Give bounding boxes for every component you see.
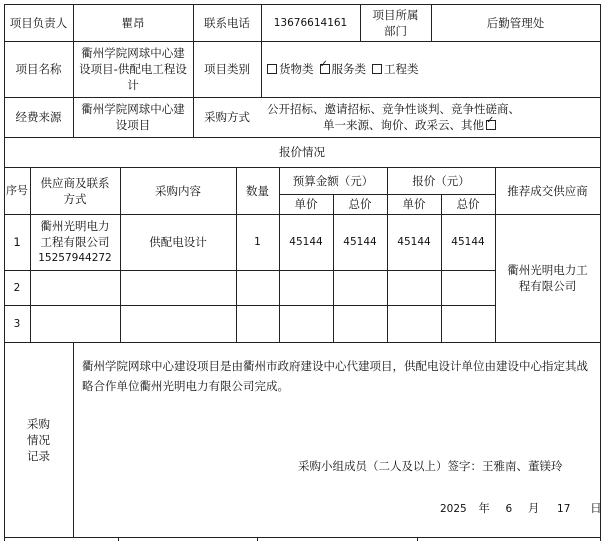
row-index: 2 [13, 281, 21, 294]
contact-phone-value: 13676614161 [273, 16, 348, 29]
project-type-label: 项目类别 [204, 62, 250, 76]
method-label: 采购方式 [204, 110, 250, 124]
methods-line-2-wrap [267, 117, 498, 133]
department-label: 项目所属部门 [372, 7, 419, 38]
record-text: 衢州学院网球中心建设项目是由衢州市政府建设中心代建项目，供配电设计单位由建设中心指定其战略合作单位衢州光明电力有限公司完成。 [82, 359, 588, 393]
row-price-unit: 45144 [397, 236, 431, 248]
date-month: 6 [505, 503, 513, 515]
project-name-value: 衢州学院网球中心建设项目-供配电工程设计 [79, 46, 187, 92]
project-leader-label: 项目负责人 [9, 15, 68, 30]
project-leader-value: 瞿昂 [121, 15, 145, 30]
header-supplier: 供应商及联系方式 [40, 175, 110, 206]
signature-label: 采购小组成员（二人及以上）签字： [298, 459, 482, 473]
signature-line [298, 458, 563, 474]
row-content: 供配电设计 [149, 235, 207, 249]
funding-label: 经费来源 [15, 110, 62, 124]
method-options [261, 97, 600, 137]
row-budget-total: 45144 [343, 236, 377, 248]
checkbox-icon [267, 64, 277, 74]
header-budget-total: 总价 [348, 197, 372, 211]
row-index: 1 [13, 235, 21, 249]
methods-line-1: 公开招标、邀请招标、竞争性谈判、竞争性磋商、 [267, 102, 520, 116]
project-type-services[interactable]: ✓ 服务类 [320, 61, 367, 77]
row-index: 3 [13, 317, 21, 330]
header-content: 采购内容 [155, 183, 201, 198]
header-price: 报价（元） [412, 173, 470, 188]
date-month-unit: 月 [527, 501, 540, 515]
header-budget: 预算金额（元） [292, 173, 374, 188]
supplier-name: 衢州光明电力工程有限公司 [40, 219, 110, 249]
project-type-goods[interactable]: 货物类 [267, 61, 314, 77]
checkbox-checked-icon [320, 64, 330, 74]
department-value: 后勤管理处 [486, 15, 545, 30]
row-budget-unit: 45144 [289, 236, 323, 248]
record-label: 采购情况记录 [27, 416, 50, 463]
header-index: 序号 [6, 183, 28, 197]
project-type-options [261, 41, 600, 97]
record-date [440, 500, 602, 516]
funding-value: 衢州学院网球中心建设项目 [81, 102, 185, 132]
signature-names: 王雅南、董镁玲 [482, 459, 563, 473]
row-price-total: 45144 [451, 236, 485, 248]
header-budget-unit: 单价 [294, 197, 318, 211]
header-price-total: 总价 [456, 197, 480, 211]
supplier-phone: 15257944272 [38, 252, 112, 264]
date-year-unit: 年 [478, 501, 490, 515]
header-quantity: 数量 [246, 183, 269, 198]
project-name-label: 项目名称 [15, 62, 62, 76]
project-type-construction[interactable]: 工程类 [372, 61, 419, 77]
row-supplier [30, 214, 120, 270]
header-recommend: 推荐成交供应商 [507, 183, 588, 198]
date-day: 17 [557, 503, 571, 515]
contact-phone-label: 联系电话 [204, 15, 250, 30]
quote-section-title: 报价情况 [279, 145, 325, 159]
methods-line-2: 单一来源、询价、政采云、其他 [323, 118, 484, 132]
recommended-supplier: 衢州光明电力工程有限公司 [507, 263, 588, 293]
header-price-unit: 单价 [402, 197, 426, 211]
method-other-checkbox-icon[interactable] [486, 120, 496, 130]
checkbox-icon [372, 64, 382, 74]
date-day-unit: 日 [590, 501, 602, 515]
date-year: 2025 [440, 503, 467, 515]
row-quantity: 1 [254, 236, 261, 248]
